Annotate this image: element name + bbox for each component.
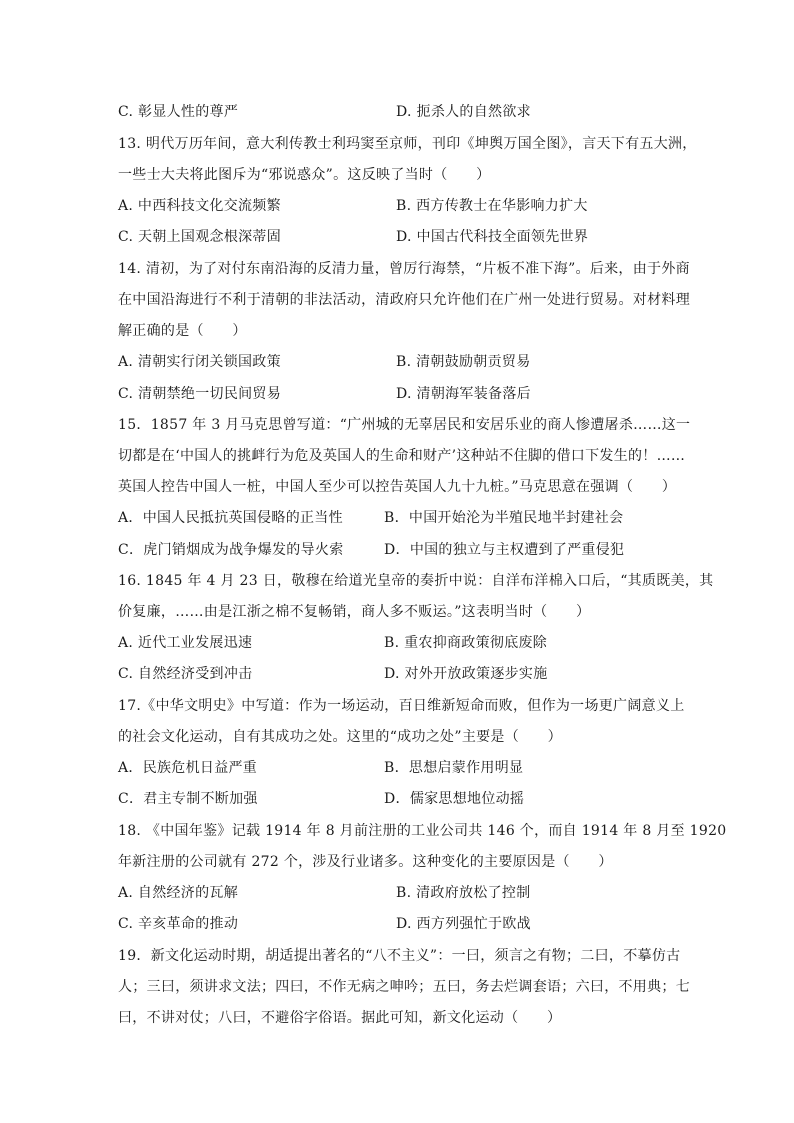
q19-stem-line-3: 曰，不讲对仗；八曰，不避俗字俗语。据此可知，新文化运动（ ） [118, 1010, 562, 1026]
q13-option-b: B. 西方传教士在华影响力扩大 [396, 198, 588, 214]
q16-option-a: A. 近代工业发展迅速 [118, 635, 253, 651]
q14-stem-line-1: 14. 清初，为了对付东南沿海的反清力量，曾厉行海禁，“片板不准下海”。后来，由于外商 [118, 261, 690, 277]
q18-stem-line-1: 18. 《中国年鉴》记载 1914 年 8 月前注册的工业公司共 146 个，而自 1914 年 8 月至 1920 [118, 823, 727, 839]
q14-option-c: C. 清朝禁绝一切民间贸易 [118, 386, 282, 402]
q17-option-b: B．思想启蒙作用明显 [384, 760, 524, 776]
q15-option-d: D．中国的独立与主权遭到了严重侵犯 [384, 542, 625, 558]
q14-option-d: D. 清朝海军装备落后 [396, 386, 531, 402]
q16-option-d: D. 对外开放政策逐步实施 [384, 666, 548, 682]
q17-option-d: D．儒家思想地位动摇 [384, 791, 525, 807]
q15-stem-line-1: 15．1857 年 3 月马克思曾写道：“广州城的无辜居民和安居乐业的商人惨遭屠杀……这一 [118, 417, 691, 433]
q18-stem-line-2: 年新注册的公司就有 272 个，涉及行业诸多。这种变化的主要原因是（ ） [118, 854, 613, 870]
q18-option-c: C. 辛亥革命的推动 [118, 916, 239, 932]
q14-stem-line-2: 在中国沿海进行不利于清朝的非法活动，清政府只允许他们在广州一处进行贸易。对材料理 [118, 292, 690, 308]
q13-stem-line-1: 13. 明代万历年间，意大利传教士利玛窦至京师，刊印《坤舆万国全图》，言天下有五大洲， [118, 136, 697, 152]
q13-option-a: A. 中西科技文化交流频繁 [118, 198, 281, 214]
q16-stem-line-1: 16. 1845 年 4 月 23 日，敬穆在给道光皇帝的奏折中说：自洋布洋棉入口后，“其质既美，其 [118, 573, 714, 589]
q12-option-d: D. 扼杀人的自然欲求 [396, 104, 531, 120]
q14-option-a: A. 清朝实行闭关锁国政策 [118, 354, 281, 370]
q15-option-b: B．中国开始沦为半殖民地半封建社会 [384, 510, 624, 526]
q17-option-c: C．君主专制不断加强 [118, 791, 258, 807]
q19-stem-line-2: 人；三曰，须讲求文法；四曰，不作无病之呻吟；五曰，务去烂调套语；六曰，不用典；七 [118, 979, 690, 995]
q13-option-d: D. 中国古代科技全面领先世界 [396, 229, 589, 245]
q14-stem-line-3: 解正确的是（ ） [118, 323, 247, 339]
q15-option-a: A．中国人民抵抗英国侵略的正当性 [118, 510, 343, 526]
q16-stem-line-2: 价复廉，……由是江浙之棉不复畅销，商人多不贩运。”这表明当时（ ） [118, 604, 591, 620]
q15-stem-line-3: 英国人控告中国人一桩，中国人至少可以控告英国人九十九桩。”马克思意在强调（ ） [118, 479, 677, 495]
q12-option-c: C. 彰显人性的尊严 [118, 104, 239, 120]
q17-stem-line-2: 的社会文化运动，自有其成功之处。这里的“成功之处”主要是（ ） [118, 729, 562, 745]
q16-option-b: B. 重农抑商政策彻底废除 [384, 635, 548, 651]
q16-option-c: C. 自然经济受到冲击 [118, 666, 253, 682]
q14-option-b: B. 清朝鼓励朝贡贸易 [396, 354, 531, 370]
q15-option-c: C．虎门销烟成为战争爆发的导火索 [118, 542, 344, 558]
q15-stem-line-2: 切都是在‘中国人的挑衅行为危及英国人的生命和财产’这种站不住脚的借口下发生的！…… [118, 448, 686, 464]
q17-option-a: A．民族危机日益严重 [118, 760, 258, 776]
q18-option-a: A. 自然经济的瓦解 [118, 885, 239, 901]
q17-stem-line-1: 17.《中华文明史》中写道：作为一场运动，百日维新短命而败，但作为一场更广阔意义上 [118, 698, 685, 714]
q13-stem-line-2: 一些士大夫将此图斥为“邪说惑众”。这反映了当时（ ） [118, 167, 491, 183]
q18-option-b: B. 清政府放松了控制 [396, 885, 531, 901]
q13-option-c: C. 天朝上国观念根深蒂固 [118, 229, 282, 245]
q19-stem-line-1: 19．新文化运动时期，胡适提出著名的“八不主义”：一曰，须言之有物；二曰，不摹仿古 [118, 948, 681, 964]
q18-option-d: D. 西方列强忙于欧战 [396, 916, 531, 932]
